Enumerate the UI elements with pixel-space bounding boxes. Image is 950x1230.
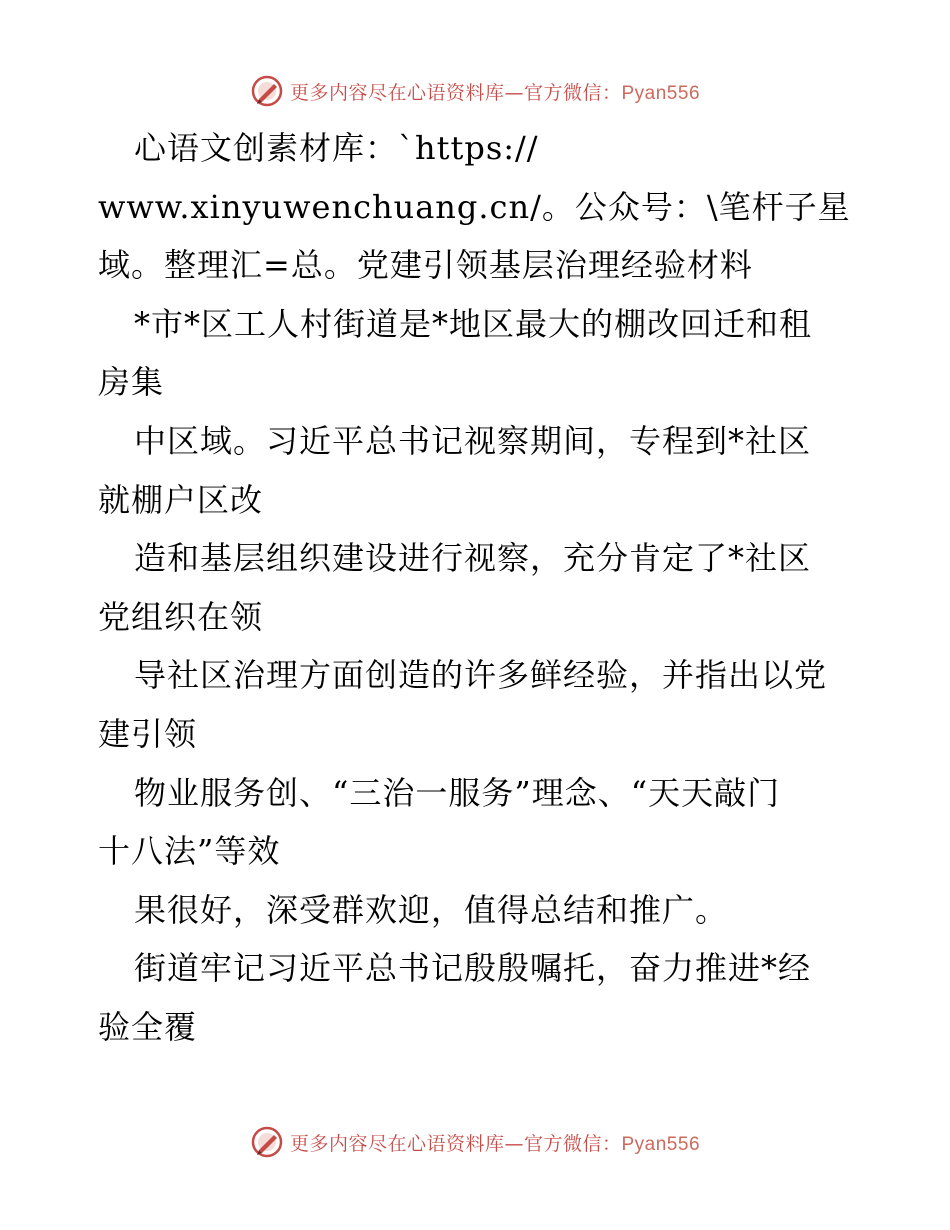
- body-text-line: 导社区治理方面创造的许多鲜经验，并指出以党: [134, 656, 828, 694]
- watermark-sub: 官方微信：: [523, 81, 622, 104]
- body-text-line: 街道牢记习近平总书记殷殷嘱托，奋力推进*经: [134, 949, 812, 987]
- watermark-text: [290, 1129, 700, 1156]
- watermark-sub: 官方微信：: [523, 1132, 622, 1155]
- watermark-main: 更多内容尽在心语资料库: [289, 1132, 505, 1155]
- body-text-line: *市*区工人村街道是*地区最大的棚改回迁和租: [134, 305, 813, 343]
- body-text-line: 党组织在领: [98, 598, 264, 636]
- footer-watermark-banner: [0, 1122, 950, 1162]
- body-text-line: 造和基层组织建设进行视察，充分肯定了*社区: [134, 539, 812, 577]
- body-text-line: 中区域。习近平总书记视察期间，专程到*社区: [134, 422, 812, 460]
- watermark-id: Pyan556: [621, 82, 701, 104]
- body-text-line: 就棚户区改: [98, 481, 264, 519]
- body-text-line: 果很好，深受群欢迎，值得总结和推广。: [134, 891, 729, 929]
- body-text-line: 验全覆: [98, 1008, 198, 1046]
- body-text-line: www.xinyuwenchuang.cn/。公众号：\笔杆子星: [98, 188, 851, 226]
- body-text-line: 心语文创素材库：`https://: [134, 129, 539, 167]
- body-text-line: 物业服务创、“三治一服务”理念、“天天敲门: [134, 774, 781, 812]
- pen-logo-icon: [250, 1125, 284, 1159]
- watermark-separator: —: [504, 1132, 524, 1155]
- body-text-line: 建引领: [98, 715, 198, 753]
- watermark-main: 更多内容尽在心语资料库: [289, 81, 505, 104]
- body-text-line: 十八法”等效: [98, 832, 281, 870]
- body-text-line: 房集: [98, 363, 165, 401]
- watermark-separator: —: [504, 81, 524, 104]
- watermark-id: Pyan556: [621, 1133, 701, 1155]
- body-text-line: 域。整理汇=总。党建引领基层治理经验材料: [98, 246, 753, 284]
